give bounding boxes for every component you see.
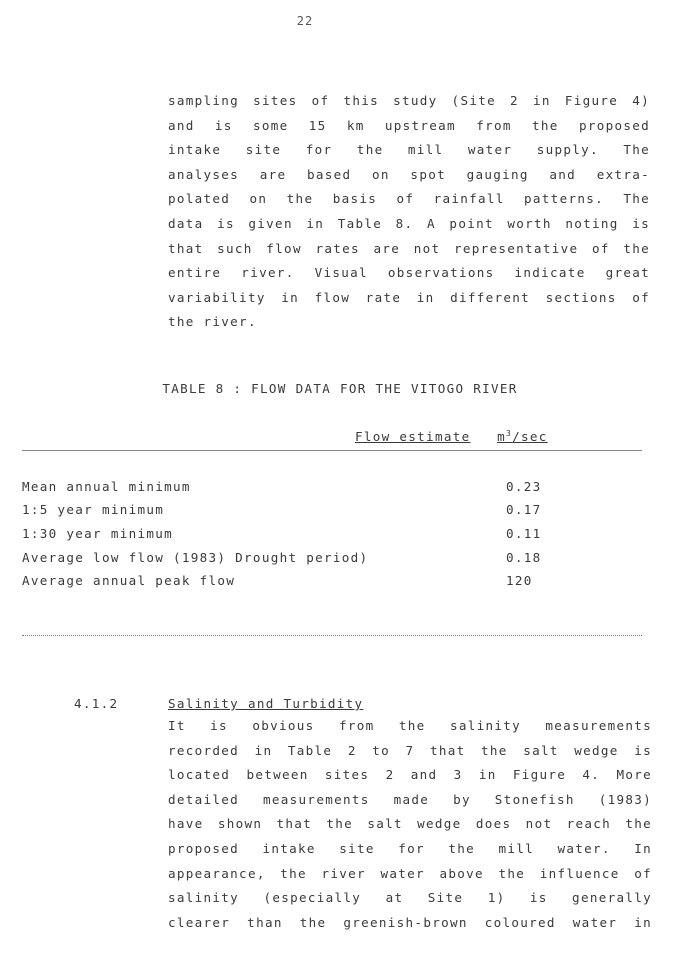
table-row [22,573,582,595]
row-label: 1:30 year minimum [22,526,173,541]
paragraph-line: polated on the basis of rainfall patterns. The [168,191,650,207]
column-header-label: Flow estimate [355,429,471,444]
paragraph-line: the river. [168,314,257,330]
paragraph-line: have shown that the salt wedge does not reach the [168,816,652,832]
column-header-unit [497,429,548,444]
paragraph-line: recorded in Table 2 to 7 that the salt wedge is [168,742,652,758]
paragraph-line: entire river. Visual observations indicate great [168,265,650,281]
row-value: 0.11 [506,526,542,541]
row-label: 1:5 year minimum [22,502,165,517]
row-value: 120 [506,573,533,588]
paragraph-line: data is given in Table 8. A point worth noting is [168,215,650,231]
paragraph-line: analyses are based on spot gauging and extra- [168,166,650,182]
section-number: 4.1.2 [74,696,119,711]
row-label: Average annual peak flow [22,573,236,588]
table-top-rule [22,450,642,451]
paragraph-line: intake site for the mill water supply. The [168,142,650,158]
row-label: Mean annual minimum [22,479,191,494]
paragraph-line: variability in flow rate in different sections of [168,289,650,305]
row-value: 0.17 [506,502,542,517]
table-title: TABLE 8 : FLOW DATA FOR THE VITOGO RIVER [162,381,518,396]
section-paragraph [168,714,652,935]
unit-tail: /sec [512,429,548,444]
paragraph-line: located between sites 2 and 3 in Figure 4. More [168,767,652,783]
paragraph-line: proposed intake site for the mill water. In [168,840,652,856]
row-value: 0.18 [506,550,542,565]
table-row [22,502,582,524]
row-label: Average low flow (1983) Drought period) [22,550,369,565]
unit-exponent: 3 [506,429,513,438]
paragraph-line: It is obvious from the salinity measurements [168,718,652,733]
paragraph-line: sampling sites of this study (Site 2 in Figure 4) [168,93,650,108]
table-row [22,526,582,548]
row-value: 0.23 [506,479,542,494]
table-column-header [355,429,548,444]
paragraph-line: clearer than the greenish-brown coloured water in [168,914,652,930]
table-row [22,479,582,501]
intro-paragraph [168,89,650,335]
table-bottom-rule [22,635,642,636]
paragraph-line: that such flow rates are not representative of the [168,240,650,256]
page-number: 22 [296,14,314,28]
section-title: Salinity and Turbidity [168,696,364,711]
paragraph-line: detailed measurements made by Stonefish (1983) [168,791,652,807]
paragraph-line: and is some 15 km upstream from the proposed [168,117,650,133]
paragraph-line: appearance, the river water above the influence of [168,865,652,881]
table-row [22,550,582,572]
unit-base: m [497,429,507,444]
paragraph-line: salinity (especially at Site 1) is generally [168,890,652,906]
